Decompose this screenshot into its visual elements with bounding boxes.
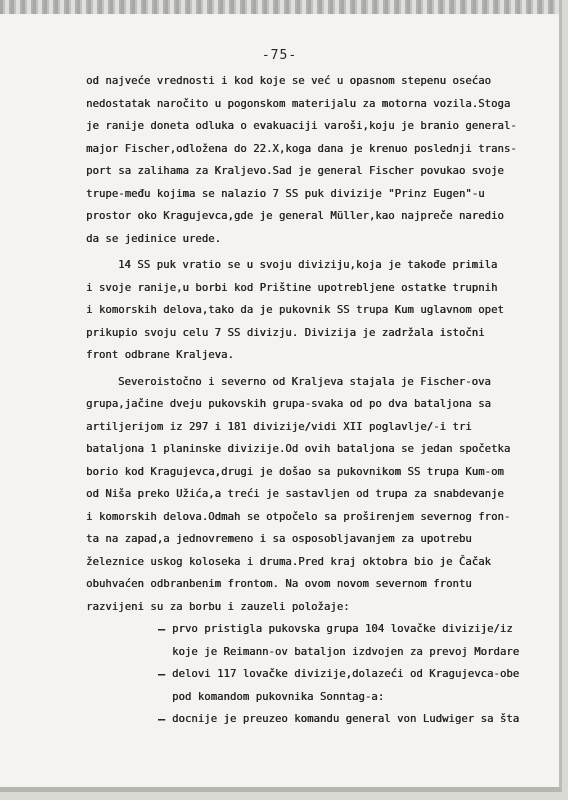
paragraph-3 [86, 371, 546, 619]
list-dash-marker: – [158, 667, 166, 681]
text-line: pod komandom pukovnika Sonntag-a: [172, 690, 385, 703]
list-dash-marker: – [158, 622, 166, 636]
text-line: železnice uskog koloseka i druma.Pred kraj oktobra bio je Čačak [86, 555, 491, 568]
list-dash-marker: – [158, 712, 166, 726]
scan-edge-artifact [0, 0, 559, 14]
dash-list [86, 618, 546, 731]
text-line: i komorskih delova,tako da je pukovnik SS trupa Kum uglavnom opet [86, 304, 504, 316]
text-line: nedostatak naročito u pogonskom materijalu za motorna vozila.Stoga [86, 97, 511, 110]
text-line: od najveće vrednosti i kod koje se već u opasnom stepenu osećao [86, 75, 491, 87]
text-line: Severoistočno i severno od Kraljeva stajala je Fischer-ova [118, 375, 491, 388]
text-line: je ranije doneta odluka o evakuaciji varoši,koju je branio general- [86, 120, 517, 132]
paragraph-2 [86, 254, 546, 367]
text-line: i komorskih delova.Odmah se otpočelo sa proširenjem severnog fron- [86, 510, 511, 523]
text-line: delovi 117 lovačke divizije,dolazeći od Kragujevca-obe [172, 668, 520, 680]
text-line: koje je Reimann-ov bataljon izdvojen za prevoj Mordare [172, 645, 520, 658]
text-line: obuhvaćen odbranbenim frontom. Na ovom novom severnom frontu [86, 578, 472, 590]
list-item [158, 708, 546, 731]
list-item [158, 663, 546, 708]
text-line: grupa,jačine dveju pukovskih grupa-svaka od po dva bataljona sa [86, 398, 491, 410]
text-line: front odbrane Kraljeva. [86, 349, 234, 361]
paragraph-1 [86, 70, 546, 250]
text-line: da se jedinice urede. [86, 232, 221, 245]
document-body [86, 70, 546, 731]
text-line: ta na zapad,a jednovremeno i sa osposobljavanjem za upotrebu [86, 533, 472, 545]
text-line: major Fischer,odložena do 22.X,koga dana je krenuo poslednji trans- [86, 142, 517, 155]
text-line: prostor oko Kragujevca,gde je general Müller,kao najpreče naredio [86, 210, 504, 222]
text-line: trupe-među kojima se nalazio 7 SS puk divizije "Prinz Eugen"-u [86, 187, 485, 200]
text-line: docnije je preuzeo komandu general von Ludwiger sa šta [172, 713, 520, 725]
text-line: razvijeni su za borbu i zauzeli položaje: [86, 600, 350, 613]
text-line: port sa zalihama za Kraljevo.Sad je general Fischer povukao svoje [86, 165, 504, 177]
text-line: prikupio svoju celu 7 SS divizju. Divizija je zadržala istočni [86, 326, 485, 339]
text-line: od Niša preko Užića,a treći je sastavljen od trupa za snabdevanje [86, 488, 504, 500]
text-line: artiljerijom iz 297 i 181 divizije/vidi XII poglavlje/-i tri [86, 420, 472, 433]
text-line: prvo pristigla pukovska grupa 104 lovačke divizije/iz [172, 623, 513, 635]
text-line: 14 SS puk vratio se u svoju diviziju,koja je takođe primila [118, 259, 498, 271]
text-line: i svoje ranije,u borbi kod Prištine upotrebljene ostatke trupnih [86, 281, 498, 294]
text-line: bataljona 1 planinske divizije.Od ovih bataljona se jedan spočetka [86, 443, 511, 455]
text-line: borio kod Kragujevca,drugi je došao sa pukovnikom SS trupa Kum-om [86, 465, 504, 478]
list-item [158, 618, 546, 663]
page-number: -75- [261, 48, 298, 63]
